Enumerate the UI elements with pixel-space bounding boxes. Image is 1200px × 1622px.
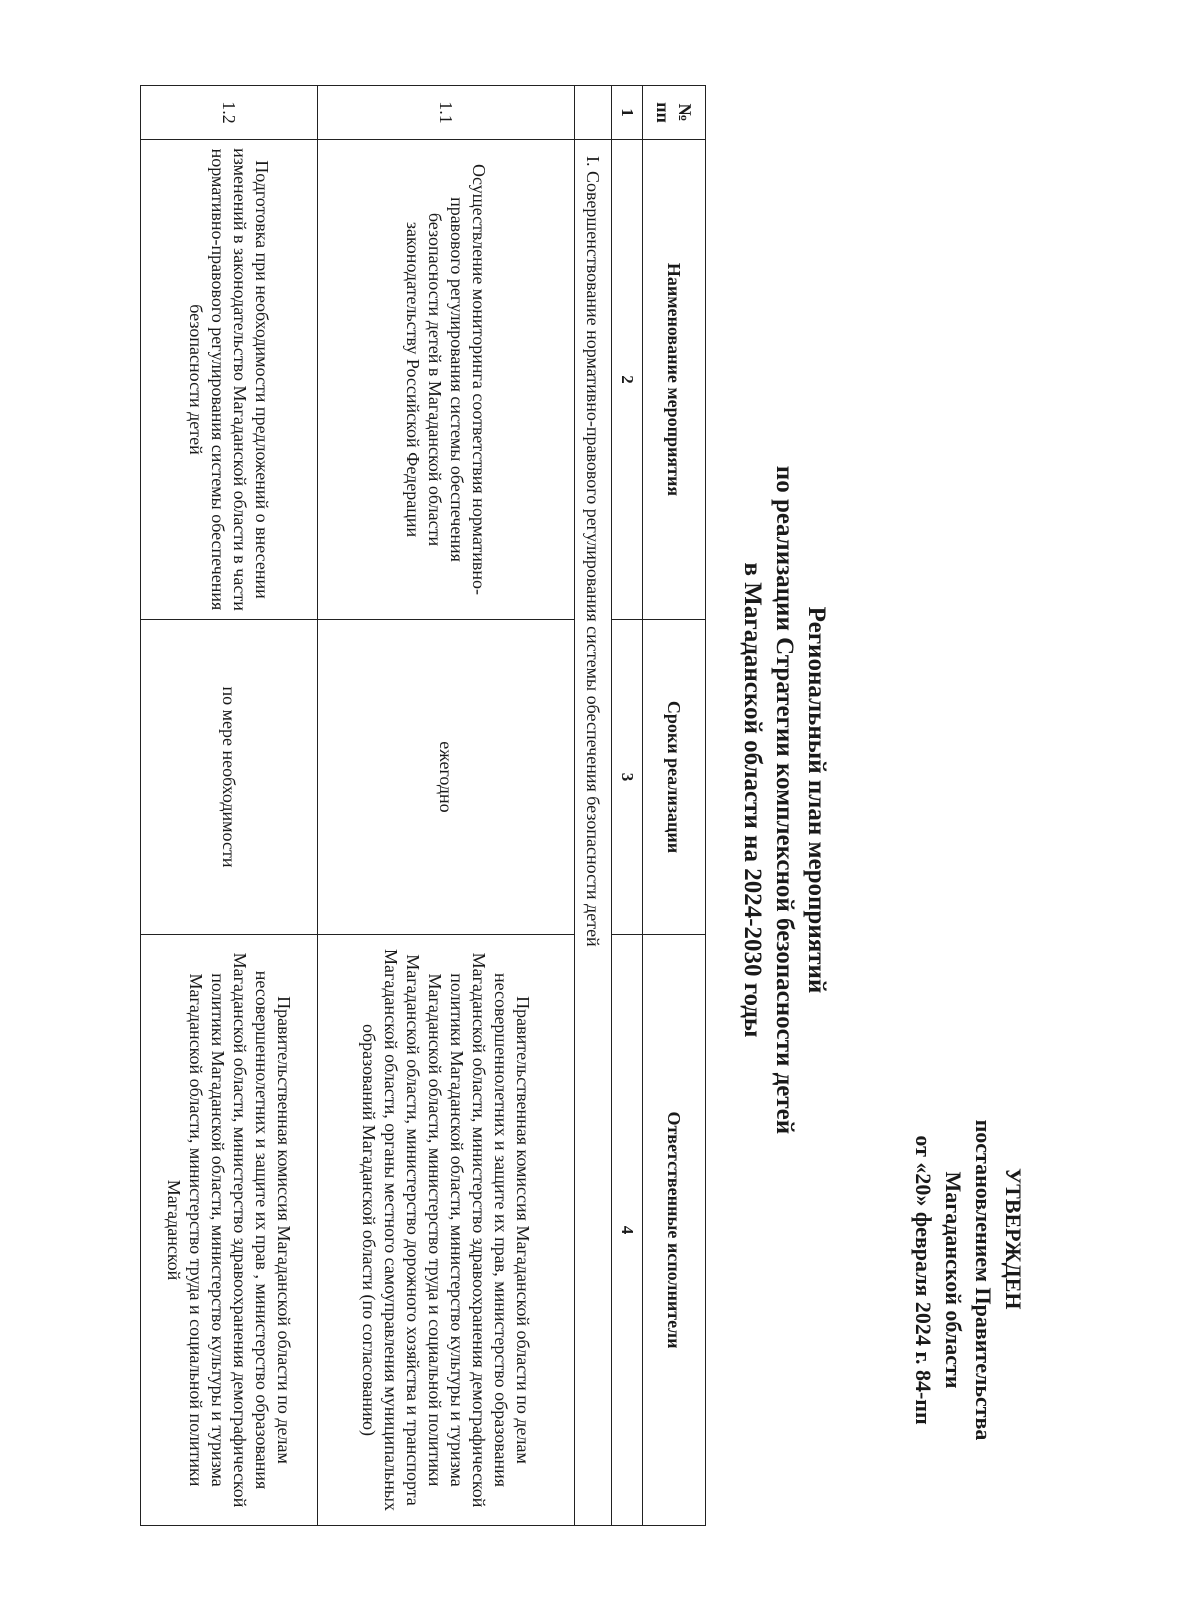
- row-term: по мере необходимости: [141, 620, 318, 935]
- approval-line-2: Магаданской области: [941, 1171, 966, 1389]
- row-num: 1.2: [141, 86, 318, 140]
- section-title: I. Совершенствование нормативно-правового регулирования системы обеспечения безопасности детей: [575, 140, 612, 1526]
- approval-line-3: от «20» февраля 2024 г. 84-пп: [911, 1135, 936, 1425]
- column-number-row: [612, 86, 643, 1526]
- title-line-2: по реализации Стратегии комплексной безопасности детей: [771, 465, 798, 1135]
- title-line-3: в Магаданской области на 2024-2030 годы: [739, 562, 766, 1038]
- column-number-2: 2: [612, 140, 643, 620]
- row-term: ежегодно: [318, 620, 575, 935]
- row-name: Подготовка при необходимости предложений о внесении изменений в законодательство Магаданской области в части нормативно-правового регулирования системы обеспечения безопасности детей: [141, 140, 318, 620]
- plan-table: [140, 85, 706, 1526]
- table-row: [141, 86, 318, 1526]
- table-header-row: [643, 86, 706, 1526]
- column-number-3: 3: [612, 620, 643, 935]
- table-row: [318, 86, 575, 1526]
- section-num-cell: [575, 86, 612, 140]
- document-title: [736, 300, 832, 1300]
- approval-heading: УТВЕРЖДЕН: [1001, 1168, 1026, 1310]
- column-number-4: 4: [612, 935, 643, 1526]
- row-executors: Правительственная комиссия Магаданской области по делам несовершеннолетних и защите их прав, министерство образования Магаданской области, министерство здравоохранения демографической политики Магаданской области, министерство культуры и туризма Магаданской области, министерство труда и социальной политики Магаданской области, министерство дорожного хозяйства и транспорта Магаданской области, органы местного самоуправления муниципальных образований Магаданской области (по согласованию): [318, 935, 575, 1526]
- approval-line-1: постановлением Правительства: [971, 1119, 996, 1441]
- row-name: Осуществление мониторинга соответствия нормативно-правового регулирования системы обеспечения безопасности детей в Магаданской области законодательству Российской Федерации: [318, 140, 575, 620]
- row-num: 1.1: [318, 86, 575, 140]
- header-executors: Ответственные исполнители: [643, 935, 706, 1526]
- row-executors: Правительственная комиссия Магаданской области по делам несовершеннолетних и защите их прав , министерство образования Магаданской области, министерство здравоохранения демографической политики Магаданской области, министерство культуры и туризма Магаданской области, министерство труда и социальной политики Магаданской: [141, 935, 318, 1526]
- header-num: № пп: [643, 86, 706, 140]
- approval-stamp: [908, 1070, 1028, 1490]
- header-term: Сроки реализации: [643, 620, 706, 935]
- title-line-1: Региональный план мероприятий: [803, 606, 830, 994]
- header-name: Наименование мероприятия: [643, 140, 706, 620]
- column-number-1: 1: [612, 86, 643, 140]
- section-row: [575, 86, 612, 1526]
